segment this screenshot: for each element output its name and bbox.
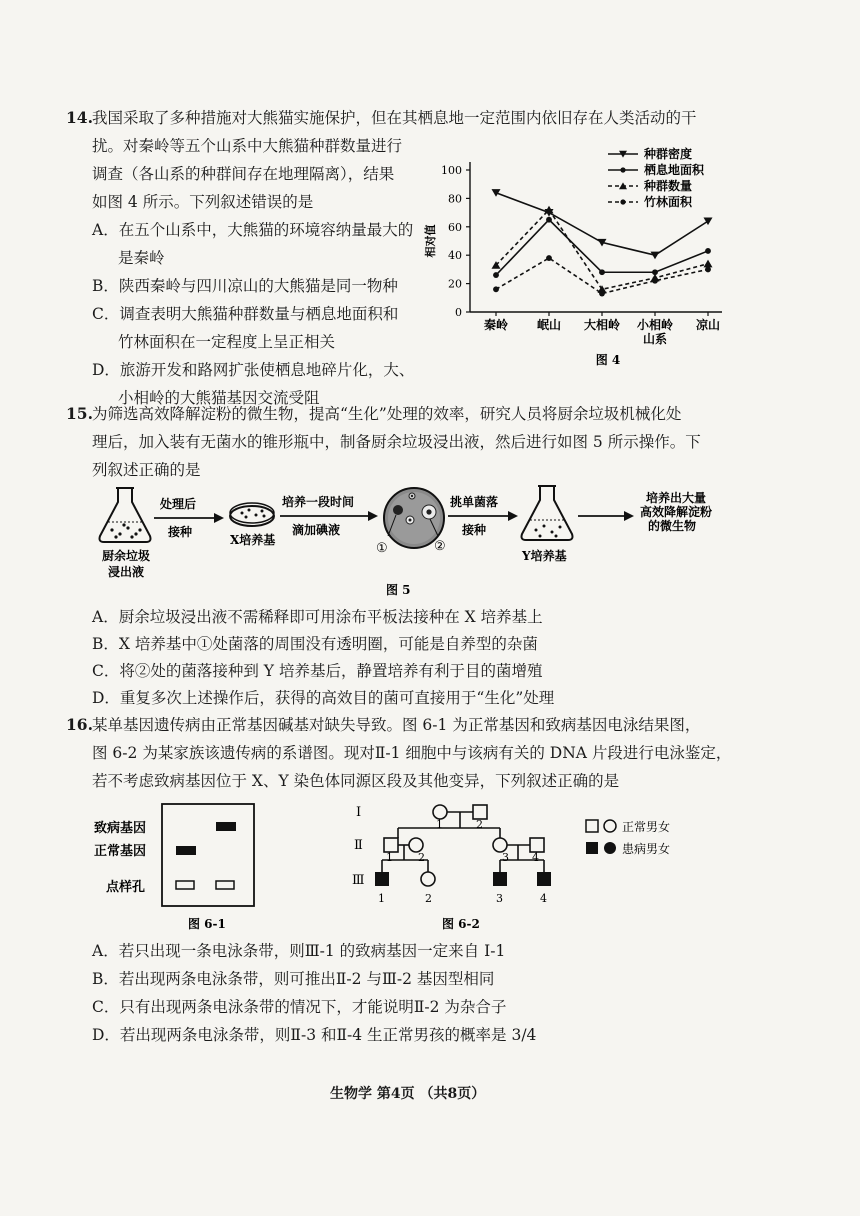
legend-normal-male-icon <box>586 820 598 832</box>
y-medium-label: Y培养基 <box>522 549 567 563</box>
q16-stem-line1: 某单基因遗传病由正常基因碱基对缺失导致。图 6-1 为正常基因和致病基因电泳结果图， <box>92 716 701 734</box>
arrow1-bottom-label: 接种 <box>168 525 193 539</box>
x-axis-label: 山系 <box>642 332 668 346</box>
result-line1: 培养出大量 <box>646 491 707 505</box>
pedigree-III-4-affected-male <box>537 872 551 886</box>
pedigree-gen-II: Ⅱ <box>354 838 363 853</box>
data-point-marker <box>620 199 625 204</box>
figure-5-caption: 图 5 <box>386 583 411 597</box>
data-point-marker <box>599 269 605 275</box>
x-tick-label: 秦岭 <box>483 318 509 332</box>
pedigree-gen-III: Ⅲ <box>352 873 365 888</box>
figure-6-2-caption: 图 6-2 <box>442 917 480 931</box>
q15-option-a: A．厨余垃圾浸出液不需稀释即可用涂布平板法接种在 X 培养基上 <box>92 608 543 626</box>
arrow1-top-label: 处理后 <box>160 497 197 511</box>
pedigree-II-1: 1 <box>386 851 393 864</box>
gel-label-well: 点样孔 <box>106 880 146 895</box>
q15-stem-line2: 理后，加入装有无菌水的锥形瓶中，制备厨余垃圾浸出液，然后进行如图 5 所示操作。下 <box>92 433 701 451</box>
figure-6-1-electrophoresis <box>92 796 262 936</box>
q16-option-d: D．若出现两条电泳条带，则Ⅱ-3 和Ⅱ-4 生正常男孩的概率是 3/4 <box>92 1026 537 1044</box>
arrow2-top-label: 培养一段时间 <box>282 495 355 509</box>
y-tick-label: 0 <box>455 306 462 319</box>
data-point-marker <box>620 167 625 172</box>
page-footer: 生物学 第4页 （共8页） <box>330 1086 486 1102</box>
chart-caption: 图 4 <box>595 353 621 367</box>
x-tick-label: 凉山 <box>695 318 721 332</box>
data-point-marker <box>546 217 552 223</box>
pedigree-III-3: 3 <box>496 892 503 905</box>
q14-option-a: A．在五个山系中，大熊猫的环境容纳量最大的 <box>92 221 414 239</box>
flask-label-line1: 厨余垃 <box>102 549 139 563</box>
legend-label: 种群数量 <box>644 179 693 193</box>
q14-option-c: C．调查表明大熊猫种群数量与栖息地面积和 <box>92 305 399 323</box>
series-line-2 <box>496 220 708 275</box>
pedigree-III-1: 1 <box>378 892 385 905</box>
q15-stem-line1: 为筛选高效降解淀粉的微生物，提高“生化”处理的效率，研究人员将厨余垃圾机械化处 <box>92 405 682 423</box>
legend-affected-female-icon <box>604 842 616 854</box>
data-point-marker <box>492 261 501 269</box>
pedigree-II-2: 2 <box>418 851 425 864</box>
gel-band-normal <box>176 846 196 855</box>
flask-label-line1-end: 圾 <box>138 549 151 563</box>
figure-6-1-caption: 图 6-1 <box>188 917 226 931</box>
data-point-marker <box>704 260 713 268</box>
legend-label: 栖息地面积 <box>644 163 705 177</box>
x-tick-label: 大相岭 <box>583 318 621 332</box>
pedigree-I-2: 2 <box>476 818 483 831</box>
y-tick-label: 100 <box>441 164 462 177</box>
arrow3-bottom-label: 接种 <box>462 523 487 537</box>
series-line-3 <box>496 210 708 290</box>
legend-affected-label: 患病男女 <box>622 842 671 856</box>
arrow2-bottom-label: 滴加碘液 <box>292 523 341 537</box>
colony-marker-1: ① <box>376 541 388 556</box>
gel-band-disease <box>216 822 236 831</box>
figure-6-2-pedigree <box>340 796 720 936</box>
x-medium-label: X培养基 <box>230 533 276 547</box>
result-line2: 高效降解淀粉 <box>640 505 713 519</box>
q14-option-d: D．旅游开发和路网扩张使栖息地碎片化，大、 <box>92 361 415 379</box>
data-point-marker <box>546 255 552 261</box>
q14-option-d-cont: 小相岭的大熊猫基因交流受阻 <box>118 389 320 407</box>
figure-5-procedure <box>96 480 716 598</box>
y-axis-label: 相对值 <box>424 224 437 258</box>
flask-label-line2: 浸出液 <box>108 565 145 579</box>
q14-option-a-cont: 是秦岭 <box>118 249 165 267</box>
q14-stem-line1: 我国采取了多种措施对大熊猫实施保护，但在其栖息地一定范围内依旧存在人类活动的干 <box>92 109 697 127</box>
figure-4-line-chart <box>410 140 730 372</box>
arrow3-top-label: 挑单菌落 <box>450 495 499 509</box>
legend-label: 种群密度 <box>644 147 693 161</box>
q16-option-c: C．只有出现两条电泳条带的情况下，才能说明Ⅱ-2 为杂合子 <box>92 998 507 1016</box>
pedigree-I-1: 1 <box>436 818 443 831</box>
y-tick-label: 20 <box>448 277 462 291</box>
data-point-marker <box>652 278 658 284</box>
pedigree-III-2: 2 <box>425 892 432 905</box>
q16-stem-line2: 图 6-2 为某家族该遗传病的系谱图。现对Ⅱ-1 细胞中与该病有关的 DNA 片段进行电泳鉴定， <box>92 744 732 762</box>
q15-stem-line3: 列叙述正确的是 <box>92 461 201 479</box>
pedigree-II-4: 4 <box>532 851 539 864</box>
q14-option-c-cont: 竹林面积在一定程度上呈正相关 <box>118 333 336 351</box>
x-tick-label: 小相岭 <box>636 318 674 332</box>
y-tick-label: 80 <box>448 192 462 206</box>
q16-option-b: B．若出现两条电泳条带，则可推出Ⅱ-2 与Ⅲ-2 基因型相同 <box>92 970 495 988</box>
colony-marker-2: ② <box>434 539 446 554</box>
q14-option-b: B．陕西秦岭与四川凉山的大熊猫是同一物种 <box>92 277 398 295</box>
data-point-marker <box>705 248 711 254</box>
q15-number: 15. <box>66 404 93 423</box>
q14-stem-line3: 调查（各山系的种群间存在地理隔离），结果 <box>92 165 395 183</box>
petri-dish-icon <box>230 503 274 526</box>
data-point-marker <box>705 266 711 272</box>
flask-icon <box>100 488 151 542</box>
q15-option-c: C．将②处的菌落接种到 Y 培养基后，静置培养有利于目的菌增殖 <box>92 662 543 680</box>
data-point-marker <box>493 272 499 278</box>
pedigree-III-4: 4 <box>540 892 547 905</box>
y-tick-label: 60 <box>448 220 462 234</box>
q15-option-d: D．重复多次上述操作后，获得的高效目的菌可直接用于“生化”处理 <box>92 689 555 707</box>
result-line3: 的微生物 <box>648 519 697 533</box>
q16-number: 16. <box>66 715 93 734</box>
pedigree-III-3-affected-male <box>493 872 507 886</box>
pedigree-II-3: 3 <box>502 851 509 864</box>
gel-well-2 <box>216 881 234 889</box>
y-tick-label: 40 <box>448 249 462 263</box>
data-point-marker <box>651 252 660 260</box>
gel-well-1 <box>176 881 194 889</box>
gel-label-normal-gene: 正常基因 <box>94 844 147 859</box>
legend-affected-male-icon <box>586 842 598 854</box>
pedigree-III-1-affected-male <box>375 872 389 886</box>
legend-label: 竹林面积 <box>644 195 693 209</box>
q16-option-a: A．若只出现一条电泳条带，则Ⅲ-1 的致病基因一定来自 Ⅰ-1 <box>92 942 506 960</box>
gel-label-disease-gene: 致病基因 <box>94 821 147 836</box>
legend-normal-label: 正常男女 <box>622 820 671 834</box>
q15-option-b: B．X 培养基中①处菌落的周围没有透明圈，可能是自养型的杂菌 <box>92 635 538 653</box>
data-point-marker <box>599 291 605 297</box>
pedigree-gen-I: Ⅰ <box>356 805 362 820</box>
q14-stem-line2: 扰。对秦岭等五个山系中大熊猫种群数量进行 <box>92 137 403 155</box>
legend-normal-female-icon <box>604 820 616 832</box>
x-tick-label: 岷山 <box>536 318 562 332</box>
data-point-marker <box>492 189 501 197</box>
q14-number: 14. <box>66 108 93 127</box>
q14-stem-line4: 如图 4 所示。下列叙述错误的是 <box>92 193 314 211</box>
gel-frame <box>162 804 254 906</box>
q16-stem-line3: 若不考虑致病基因位于 X、Y 染色体同源区段及其他变异，下列叙述正确的是 <box>92 772 620 790</box>
data-point-marker <box>493 286 499 292</box>
flask-y-icon <box>522 486 573 540</box>
